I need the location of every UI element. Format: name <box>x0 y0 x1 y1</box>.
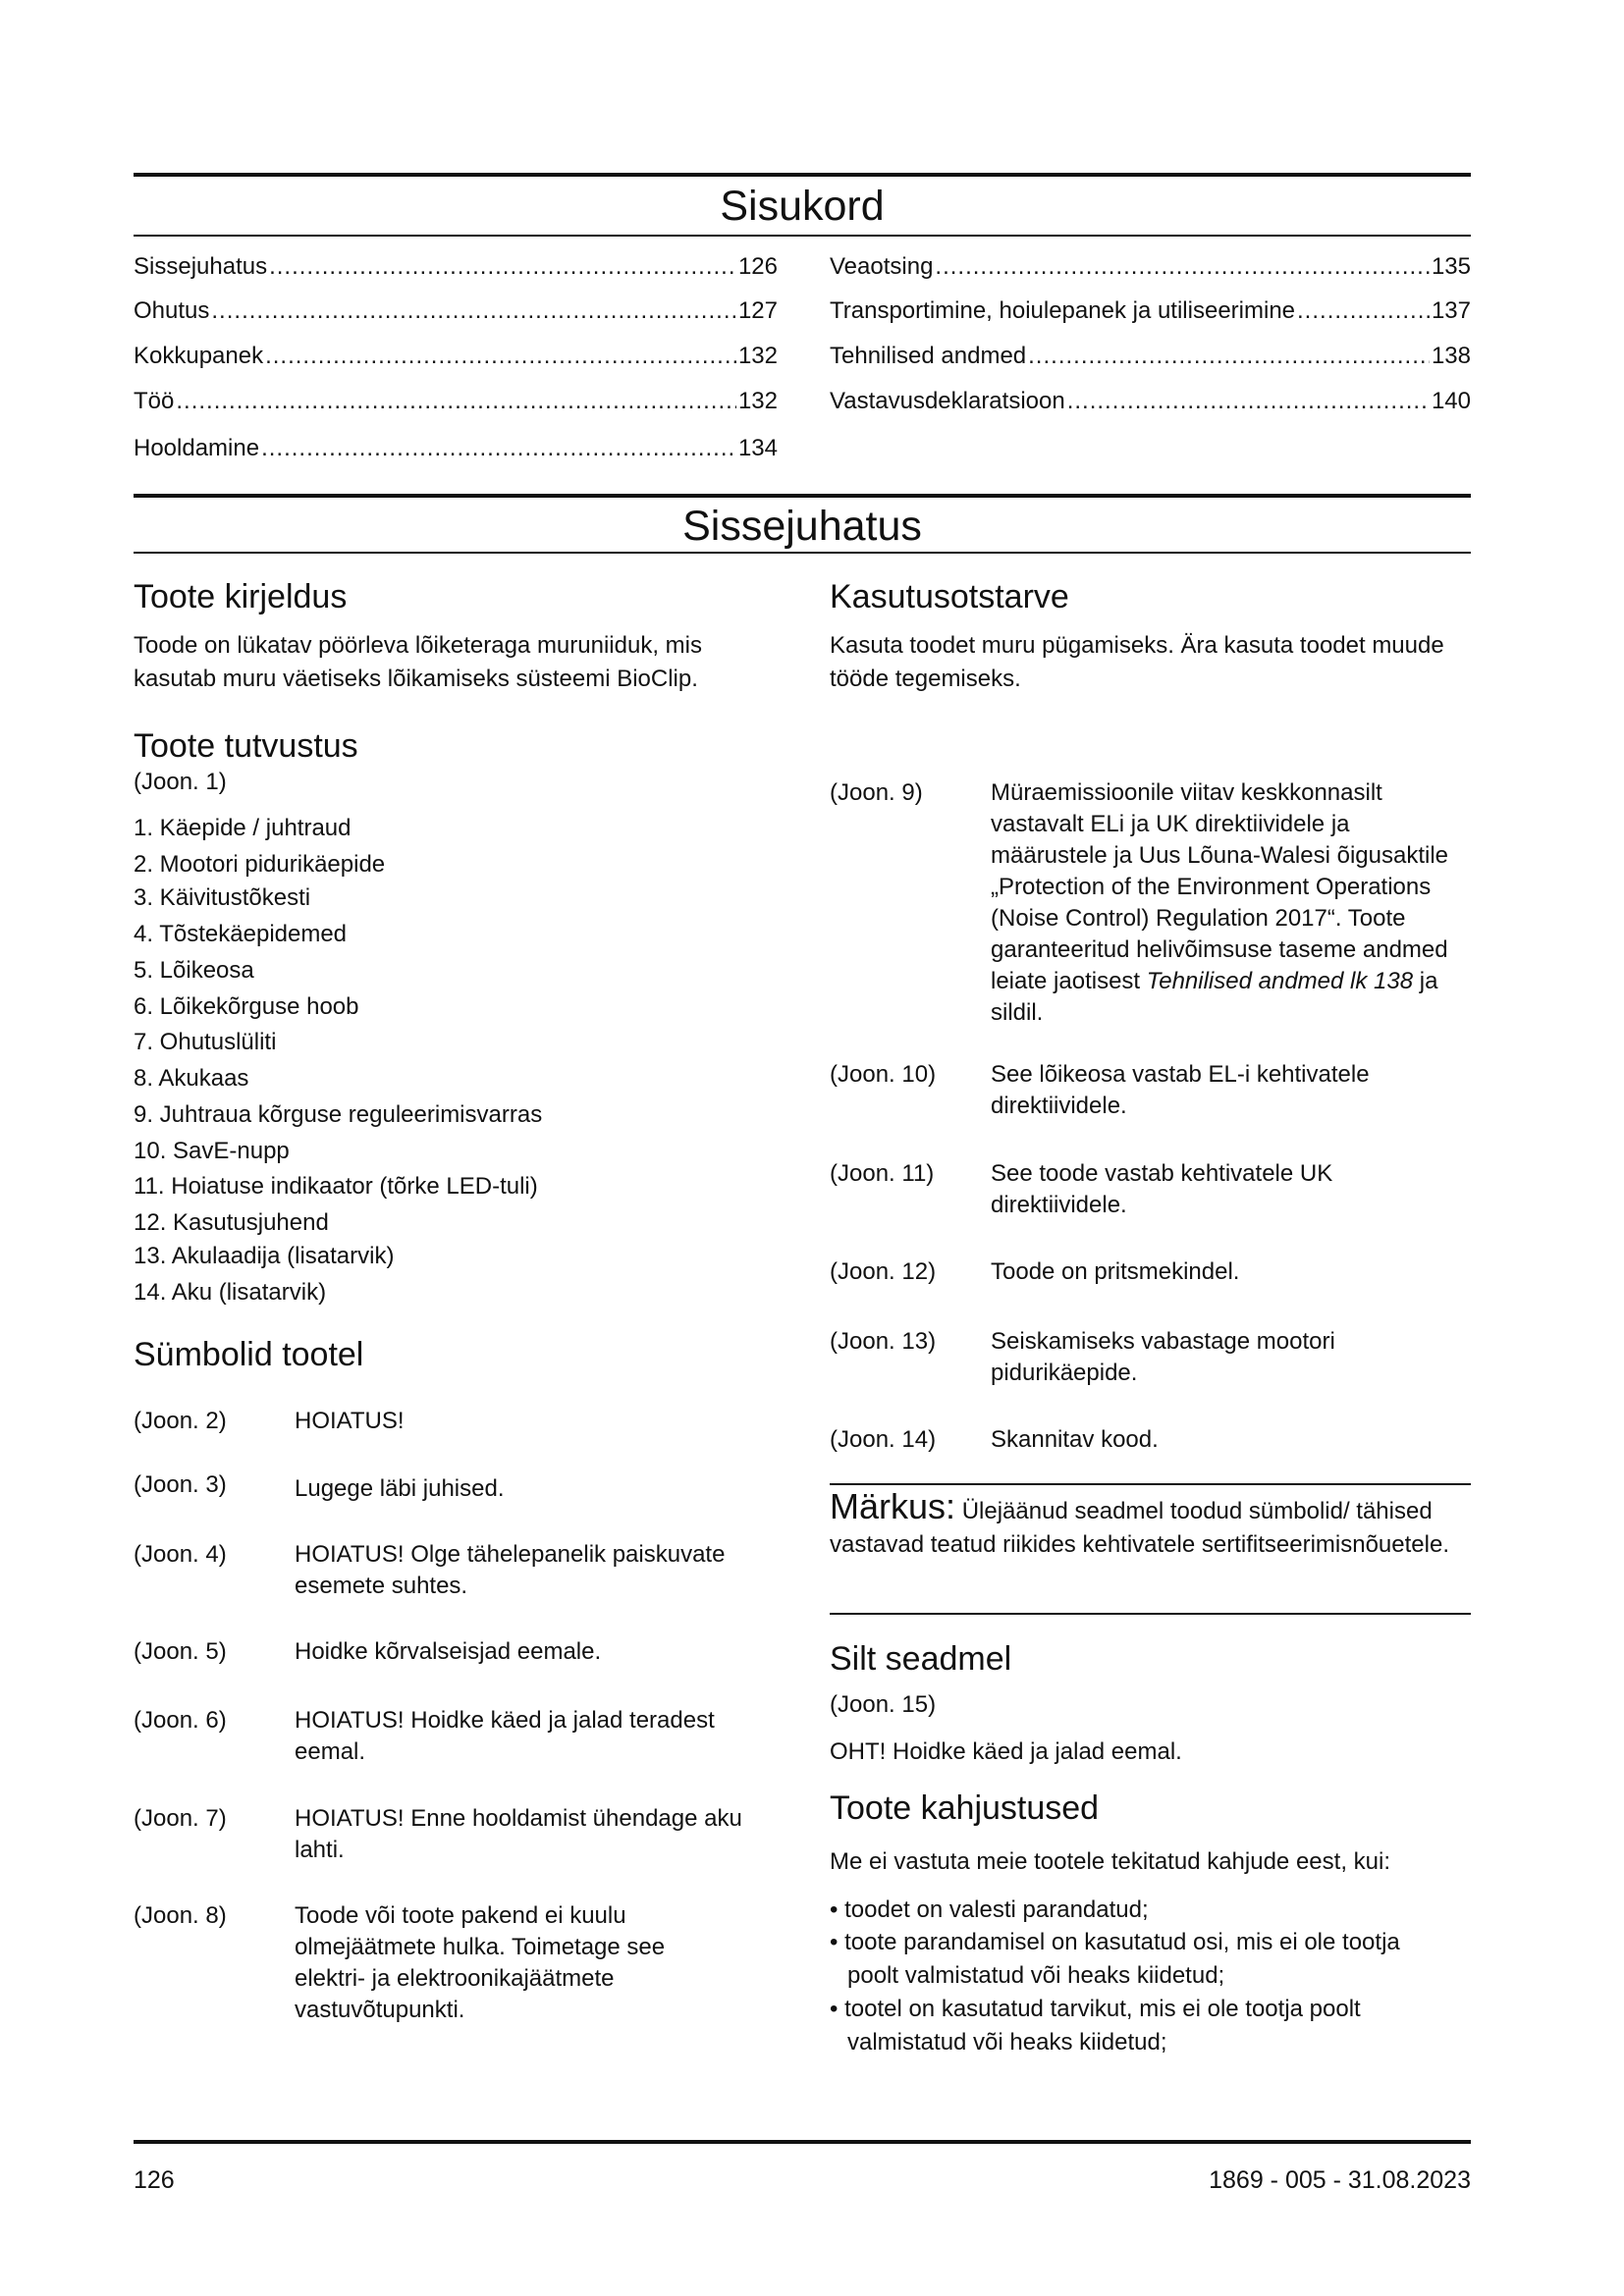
symbol-ref: (Joon. 8) <box>134 1902 227 1929</box>
bullet-item: • toote parandamisel on kasutatud osi, mis ei ole tootja poolt valmistatud või heaks kiidetud; <box>830 1929 1400 1989</box>
toc-entry[interactable]: Töö ..... 132 <box>134 386 778 417</box>
toc-entry[interactable]: Ohutus ..... 127 <box>134 295 778 327</box>
noise-label-suffix: ja sildil. <box>991 968 1438 1026</box>
product-overview-ref: (Joon. 1) <box>134 769 227 795</box>
product-damage-intro: Me ei vastuta meie tootele tekitatud kahjude eest, kui: <box>830 1848 1390 1875</box>
product-description-heading: Toote kirjeldus <box>134 578 348 615</box>
symbol-ref: (Joon. 3) <box>134 1471 227 1498</box>
symbol-desc: See lõikeosa vastab EL-i kehtivatele direktiividele. <box>991 1061 1370 1119</box>
list-item: 2. Mootori pidurikäepide <box>134 851 386 878</box>
symbol-desc: Lugege läbi juhised. <box>295 1475 505 1502</box>
product-label-text: OHT! Hoidke käed ja jalad eemal. <box>830 1738 1182 1765</box>
toc-title-rule <box>134 235 1471 237</box>
toc-title: Sisukord <box>720 183 885 230</box>
document-id: 1869 - 005 - 31.08.2023 <box>1209 2166 1471 2194</box>
symbol-desc: Toode on pritsmekindel. <box>991 1258 1240 1285</box>
symbols-heading: Sümbolid tootel <box>134 1336 364 1373</box>
symbol-ref: (Joon. 6) <box>134 1707 227 1734</box>
toc-entry[interactable]: Sissejuhatus ..... 126 <box>134 251 778 283</box>
noise-label-text: Müraemissioonile viitav keskkonnasilt vastavalt ELi ja UK direktiividele ja määrustele ja Uus Lõuna-Walesi õigusaktile „Protection of the Environment Operations (Noise Control) Regulation 2017“. Toote garanteeritud helivõimsuse taseme andmed leiate jaotisest <box>991 779 1449 994</box>
list-item: 5. Lõikeosa <box>134 957 254 984</box>
symbol-desc: HOIATUS! Olge tähelepanelik paiskuvate esemete suhtes. <box>295 1541 726 1599</box>
note-text: Ülejäänud seadmel toodud sümbolid/ tähised vastavad teatud riikides kehtivatele sertifitseerimisnõuetele. <box>830 1498 1449 1558</box>
toc-entry[interactable]: Tehnilised andmed ..... 138 <box>830 341 1471 372</box>
intended-use-text: Kasuta toodet muru pügamiseks. Ära kasuta toodet muude tööde tegemiseks. <box>830 632 1444 692</box>
note-top-rule <box>830 1483 1471 1485</box>
list-item: 4. Tõstekäepidemed <box>134 921 348 947</box>
symbol-ref: (Joon. 9) <box>830 779 923 806</box>
product-label-heading: Silt seadmel <box>830 1640 1012 1678</box>
symbol-desc: Skannitav kood. <box>991 1426 1159 1453</box>
bullet-item: • tootel on kasutatud tarvikut, mis ei ole tootja poolt valmistatud või heaks kiidetud; <box>830 1996 1361 2056</box>
symbol-desc: HOIATUS! Hoidke käed ja jalad teradest eemal. <box>295 1707 715 1765</box>
symbol-desc: Hoidke kõrvalseisjad eemale. <box>295 1638 602 1665</box>
list-item: 7. Ohutuslüliti <box>134 1029 277 1055</box>
symbol-ref: (Joon. 11) <box>830 1160 935 1187</box>
bullet-mark: • <box>830 1896 839 1923</box>
bullet-mark: • <box>830 1929 839 1955</box>
symbol-ref: (Joon. 7) <box>134 1805 227 1832</box>
symbol-ref: (Joon. 10) <box>830 1061 937 1088</box>
intro-title: Sissejuhatus <box>682 503 922 550</box>
product-damage-heading: Toote kahjustused <box>830 1789 1100 1827</box>
symbol-ref: (Joon. 5) <box>134 1638 227 1665</box>
list-item: 14. Aku (lisatarvik) <box>134 1279 327 1306</box>
technical-data-link[interactable]: Tehnilised andmed lk 138 <box>1146 968 1414 994</box>
symbol-desc: HOIATUS! Enne hooldamist ühendage aku lahti. <box>295 1805 742 1863</box>
toc-entry[interactable]: Transportimine, hoiulepanek ja utiliseerimine ..... 137 <box>830 295 1471 327</box>
toc-entry[interactable]: Veaotsing ..... 135 <box>830 251 1471 283</box>
list-item: 1. Käepide / juhtraud <box>134 815 352 841</box>
list-item: 13. Akulaadija (lisatarvik) <box>134 1243 395 1269</box>
toc-entry[interactable]: Hooldamine ..... 134 <box>134 433 778 464</box>
footer-rule <box>134 2140 1471 2144</box>
note <box>830 1486 1458 1562</box>
list-item: 8. Akukaas <box>134 1065 249 1092</box>
list-item: 6. Lõikekõrguse hoob <box>134 993 359 1020</box>
symbol-ref: (Joon. 4) <box>134 1541 227 1568</box>
symbol-ref: (Joon. 14) <box>830 1426 937 1453</box>
bullet-item: • toodet on valesti parandatud; <box>830 1896 1149 1923</box>
note-bottom-rule <box>830 1613 1471 1615</box>
symbol-desc <box>991 777 1472 1029</box>
symbol-desc: HOIATUS! <box>295 1408 405 1434</box>
symbol-desc: Toode või toote pakend ei kuulu olmejäätmete hulka. Toimetage see elektri- ja elektroonikajäätmete vastuvõtupunkti. <box>295 1902 666 2023</box>
page-number: 126 <box>134 2166 175 2194</box>
list-item: 3. Käivitustõkesti <box>134 884 311 911</box>
product-description-text: Toode on lükatav pöörleva lõiketeraga muruniiduk, mis kasutab muru väetiseks lõikamiseks süsteemi BioClip. <box>134 632 702 692</box>
list-item: 9. Juhtraua kõrguse reguleerimisvarras <box>134 1101 543 1128</box>
symbol-ref: (Joon. 2) <box>134 1408 227 1434</box>
list-item: 12. Kasutusjuhend <box>134 1209 329 1236</box>
list-item: 10. SavE-nupp <box>134 1138 290 1164</box>
list-item: 11. Hoiatuse indikaator (tõrke LED-tuli) <box>134 1173 538 1200</box>
toc-entry[interactable]: Kokkupanek ..... 132 <box>134 341 778 372</box>
bullet-mark: • <box>830 1996 839 2022</box>
intro-top-rule <box>134 494 1471 498</box>
symbol-desc: Seiskamiseks vabastage mootori pidurikäepide. <box>991 1328 1335 1386</box>
toc-entry[interactable]: Vastavusdeklaratsioon ..... 140 <box>830 386 1471 417</box>
intended-use-heading: Kasutusotstarve <box>830 578 1069 615</box>
toc-top-rule <box>134 173 1471 177</box>
symbol-desc: See toode vastab kehtivatele UK direktiividele. <box>991 1160 1333 1218</box>
product-label-ref: (Joon. 15) <box>830 1691 937 1718</box>
symbol-ref: (Joon. 12) <box>830 1258 937 1285</box>
product-overview-heading: Toote tutvustus <box>134 727 358 765</box>
intro-title-rule <box>134 552 1471 554</box>
note-label: Märkus: <box>830 1486 956 1526</box>
symbol-ref: (Joon. 13) <box>830 1328 937 1355</box>
